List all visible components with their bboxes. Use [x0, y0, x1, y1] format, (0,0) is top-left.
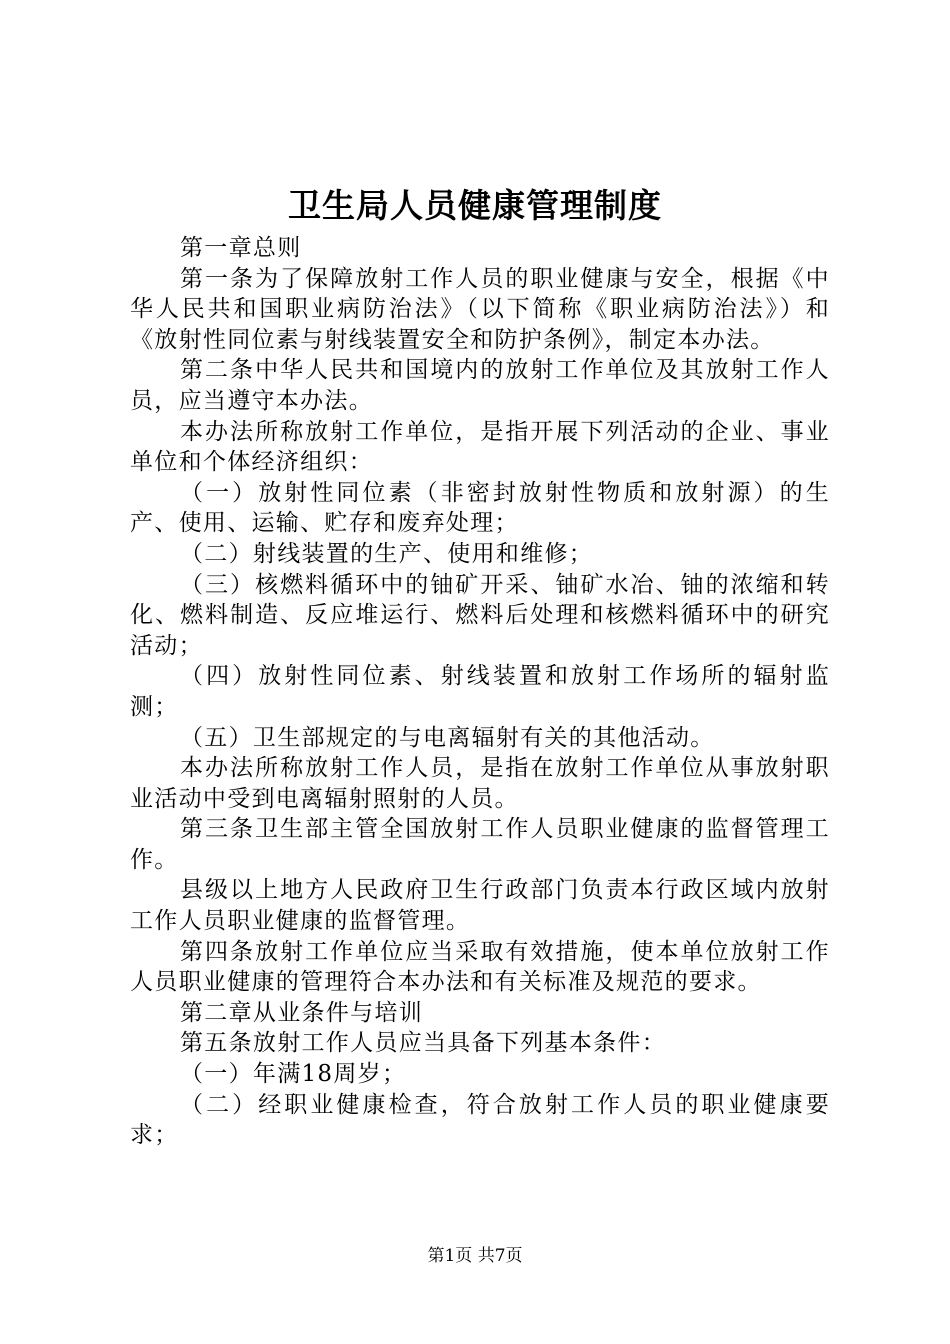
body-paragraph: 第二条中华人民共和国境内的放射工作单位及其放射工作人员，应当遵守本办法。	[130, 357, 830, 414]
list-item: （一）年满18周岁；	[180, 1061, 407, 1088]
document-body	[130, 233, 830, 1151]
body-paragraph: 第一条为了保障放射工作人员的职业健康与安全，根据《中华人民共和国职业病防治法》（以下简称《职业病防治法》）和《放射性同位素与射线装置安全和防护条例》，制定本办法。	[130, 265, 830, 353]
body-paragraph: 本办法所称放射工作单位，是指开展下列活动的企业、事业单位和个体经济组织：	[130, 418, 830, 476]
list-item: （四）放射性同位素、射线装置和放射工作场所的辐射监测；	[130, 663, 830, 720]
list-item: （三）核燃料循环中的铀矿开采、铀矿水冶、铀的浓缩和转化、燃料制造、反应堆运行、燃料后处理和核燃料循环中的研究活动；	[130, 571, 830, 659]
body-paragraph: 县级以上地方人民政府卫生行政部门负责本行政区域内放射工作人员职业健康的监督管理。	[130, 877, 830, 935]
list-item: （一）放射性同位素（非密封放射性物质和放射源）的生产、使用、运输、贮存和废弃处理；	[130, 479, 830, 537]
list-item: （五）卫生部规定的与电离辐射有关的其他活动。	[180, 724, 715, 751]
page-number-footer: 第1页 共7页	[427, 1246, 523, 1266]
body-paragraph: 本办法所称放射工作人员，是指在放射工作单位从事放射职业活动中受到电离辐射照射的人员。	[130, 755, 830, 812]
document-title: 卫生局人员健康管理制度	[288, 186, 662, 225]
chapter-heading: 第一章总则	[180, 235, 302, 261]
body-paragraph: 第三条卫生部主管全国放射工作人员职业健康的监督管理工作。	[130, 816, 830, 873]
list-item: （二）射线装置的生产、使用和维修；	[180, 540, 594, 567]
body-paragraph: 第五条放射工作人员应当具备下列基本条件：	[180, 1030, 666, 1057]
list-item: （二）经职业健康检查，符合放射工作人员的职业健康要求；	[130, 1091, 830, 1149]
body-paragraph: 第四条放射工作单位应当采取有效措施，使本单位放射工作人员职业健康的管理符合本办法和有关标准及规范的要求。	[130, 938, 830, 996]
chapter-heading: 第二章从业条件与培训	[180, 999, 423, 1026]
